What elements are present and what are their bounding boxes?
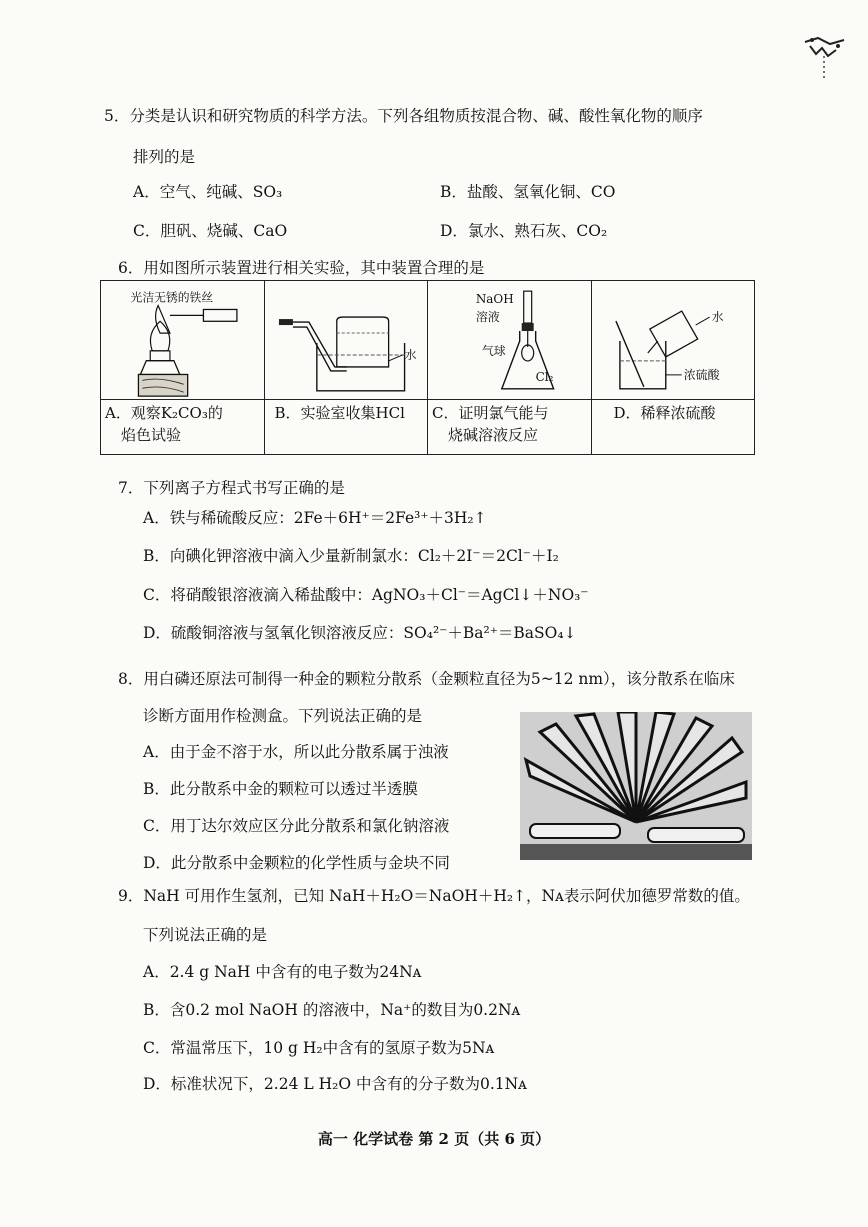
dilution-diagram <box>592 281 755 399</box>
q5-stem-line2: 排列的是 <box>133 148 196 166</box>
q9-option-c: C．常温常压下，10 g H₂中含有的氢原子数为5Nᴀ <box>143 1039 495 1057</box>
figure-d <box>591 281 755 400</box>
q8-stem-line2: 诊断方面用作检测盒。下列说法正确的是 <box>143 707 423 725</box>
q7-stem: 7．下列离子方程式书写正确的是 <box>118 479 345 497</box>
q8-option-a: A．由于金不溶于水，所以此分散系属于浊液 <box>143 743 449 761</box>
q7-option-d: D．硫酸铜溶液与氢氧化钡溶液反应：SO₄²⁻＋Ba²⁺＝BaSO₄↓ <box>143 624 577 642</box>
flame-test-diagram <box>101 281 264 399</box>
q7-option-b: B．向碘化钾溶液中滴入少量新制氯水：Cl₂＋2I⁻＝2Cl⁻＋I₂ <box>143 547 559 565</box>
fig-c-label-solution: 溶液 <box>475 310 500 325</box>
figure-b <box>264 281 428 400</box>
figure-a <box>101 281 265 400</box>
gas-collection-diagram <box>265 281 428 399</box>
fig-b-label: 水 <box>404 347 417 362</box>
q5-option-c: C．胆矾、烧碱、CaO <box>133 222 288 240</box>
figure-c <box>428 281 592 400</box>
fig-a-label: 光洁无锈的铁丝 <box>130 290 214 305</box>
q8-option-b: B．此分散系中金的颗粒可以透过半透膜 <box>143 780 418 798</box>
q8-option-c: C．用丁达尔效应区分此分散系和氯化钠溶液 <box>143 817 450 835</box>
q8-stem-line1: 8．用白磷还原法可制得一种金的颗粒分散系（金颗粒直径为5~12 nm），该分散系在临床 <box>118 670 735 688</box>
caption-c <box>428 400 592 455</box>
caption-a-line2: 焰色试验 <box>121 426 182 444</box>
caption-d <box>591 400 755 455</box>
fig-d-label-water: 水 <box>711 310 724 325</box>
q6-stem: 6．用如图所示装置进行相关实验，其中装置合理的是 <box>118 259 485 277</box>
q9-option-d: D．标准状况下，2.24 L H₂O 中含有的分子数为0.1Nᴀ <box>143 1075 527 1093</box>
q8-option-d: D．此分散系中金颗粒的化学性质与金块不同 <box>143 854 450 872</box>
test-kit-photo <box>520 712 752 860</box>
q5-option-b: B．盐酸、氢氧化铜、CO <box>440 183 616 201</box>
q6-apparatus-table <box>100 280 755 455</box>
fig-c-label-balloon: 气球 <box>481 343 506 358</box>
caption-a <box>101 400 265 455</box>
fig-d-label-acid: 浓硫酸 <box>683 367 720 382</box>
page-footer: 高一 化学试卷 第 2 页（共 6 页） <box>317 1130 551 1148</box>
caption-b-line1: B．实验室收集HCl <box>274 404 405 422</box>
chlorine-reaction-diagram <box>428 281 591 399</box>
caption-c-line1: C．证明氯气能与 <box>432 404 549 422</box>
fig-c-label-naoh: NaOH <box>475 292 514 307</box>
fig-c-label-cl2: Cl₂ <box>535 369 554 384</box>
caption-b <box>264 400 428 455</box>
q7-option-c: C．将硝酸银溶液滴入稀盐酸中：AgNO₃＋Cl⁻＝AgCl↓＋NO₃⁻ <box>143 586 589 604</box>
q5-option-a: A．空气、纯碱、SO₃ <box>133 183 283 201</box>
q9-stem-line2: 下列说法正确的是 <box>143 926 268 944</box>
q9-stem-line1: 9．NaH 可用作生氢剂，已知 NaH＋H₂O＝NaOH＋H₂↑，Nᴀ表示阿伏加德罗常数的值。 <box>118 887 750 905</box>
stamp-icon <box>800 28 850 88</box>
caption-c-line2: 烧碱溶液反应 <box>448 426 539 444</box>
q5-stem-line1: 5．分类是认识和研究物质的科学方法。下列各组物质按混合物、碱、酸性氧化物的顺序 <box>104 107 703 125</box>
q5-option-d: D．氯水、熟石灰、CO₂ <box>440 222 608 240</box>
q9-option-b: B．含0.2 mol NaOH 的溶液中，Na⁺的数目为0.2Nᴀ <box>143 1001 521 1019</box>
q7-option-a: A．铁与稀硫酸反应：2Fe＋6H⁺＝2Fe³⁺＋3H₂↑ <box>143 509 487 527</box>
caption-a-line1: A．观察K₂CO₃的 <box>105 404 223 422</box>
q9-option-a: A．2.4 g NaH 中含有的电子数为24Nᴀ <box>143 963 422 981</box>
caption-d-line1: D．稀释浓硫酸 <box>613 404 716 422</box>
